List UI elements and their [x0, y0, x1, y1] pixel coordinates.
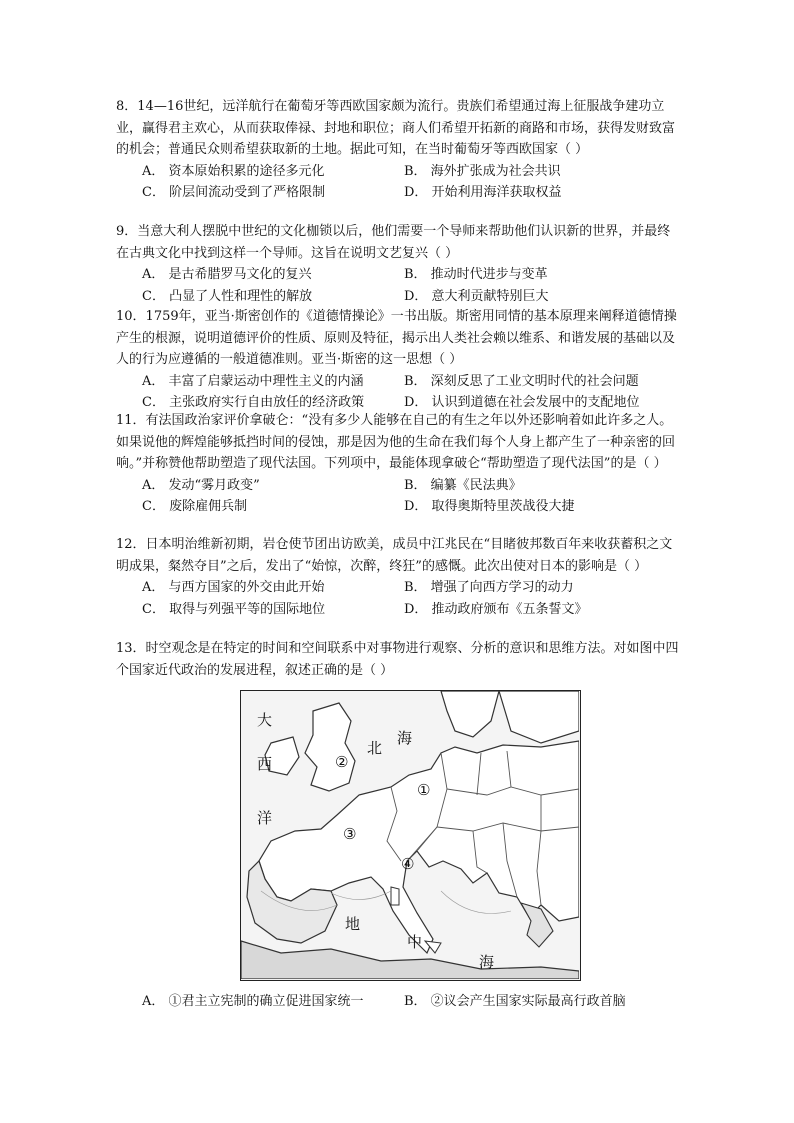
marker-1-germany: ① — [417, 781, 431, 799]
marker-3-france: ③ — [343, 825, 357, 843]
mediterranean-label-2: 中 — [407, 933, 423, 951]
option-a[interactable]: A． 资本原始积累的途径多元化 — [142, 163, 325, 179]
option-a[interactable]: A． 与西方国家的外交由此开始 — [142, 580, 325, 595]
option-b[interactable]: B． ②议会产生国家实际最高行政首脑 — [404, 994, 626, 1009]
option-b[interactable]: B． 深刻反思了工业文明时代的社会问题 — [404, 373, 639, 389]
option-c[interactable]: C． 废除雇佣兵制 — [142, 499, 248, 514]
option-b[interactable]: B． 编纂《民法典》 — [404, 477, 522, 493]
atlantic-label-1: 大 — [257, 711, 273, 729]
option-d[interactable]: D． 认识到道德在社会发展中的支配地位 — [404, 395, 640, 410]
option-b[interactable]: B． 推动时代进步与变革 — [404, 267, 548, 282]
question-8 — [116, 96, 682, 204]
question-10 — [116, 306, 682, 414]
marker-2-britain: ② — [335, 753, 349, 771]
atlantic-label-3: 洋 — [257, 809, 273, 827]
option-d[interactable]: D． 推动政府颁布《五条誓文》 — [404, 601, 588, 617]
question-8-options — [142, 161, 682, 204]
sardinia-island — [391, 887, 399, 905]
question-12-options — [142, 577, 682, 620]
north-sea-label-1: 北 — [367, 739, 383, 757]
question-9-options — [142, 264, 682, 307]
europe-map-drawing — [241, 691, 579, 979]
mediterranean-label-1: 地 — [345, 915, 361, 933]
question-13 — [116, 638, 682, 681]
option-a[interactable]: A． ①君主立宪制的确立促进国家统一 — [142, 994, 364, 1009]
question-12 — [116, 534, 682, 620]
question-11 — [116, 410, 682, 518]
question-8-stem: 8．14—16世纪，远洋航行在葡萄牙等西欧国家颇为流行。贵族们希望通过海上征服战争建功立业，赢得君主欢心，从而获取俸禄、封地和职位；商人们希望开拓新的商路和市场，获得发财致富的机会；普通民众则希望获取新的土地。据此可知，在当时葡萄牙等西欧国家（ ） — [116, 99, 676, 157]
option-c[interactable]: C． 凸显了人性和理性的解放 — [142, 288, 313, 304]
question-9-stem: 9．当意大利人摆脱中世纪的文化枷锁以后，他们需要一个导师来帮助他们认识新的世界，并最终在古典文化中找到这样一个导师。这旨在说明文艺复兴（ ） — [116, 224, 671, 261]
question-10-stem: 10．1759年，亚当·斯密创作的《道德情操论》一书出版。斯密用同情的基本原理来阐释道德情操产生的根源，说明道德评价的性质、原则及特征，揭示出人类社会赖以维系、和谐发展的基础以及人的行为应遵循的一般道德准则。亚当·斯密的这一思想（ ） — [116, 309, 677, 367]
option-d[interactable]: D． 开始利用海洋获取权益 — [404, 185, 562, 200]
north-sea-label-2: 海 — [397, 729, 413, 747]
option-a[interactable]: A． 丰富了启蒙运动中理性主义的内涵 — [142, 373, 364, 389]
option-a[interactable]: A． 发动“雾月政变” — [142, 477, 260, 493]
option-d[interactable]: D． 意大利贡献特别巨大 — [404, 288, 549, 304]
question-11-stem: 11．有法国政治家评价拿破仑：“没有多少人能够在自己的有生之年以外还影响着如此许多之人。如果说他的辉煌能够抵挡时间的侵蚀，那是因为他的生命在我们每个人身上都产生了一种亲密的回响。”并称赞他帮助塑造了现代法国。下列项中，最能体现拿破仑“帮助塑造了现代法国”的是（ ） — [116, 413, 676, 471]
question-12-stem: 12．日本明治维新初期，岩仓使节团出访欧美，成员中江兆民在“目睹彼邦数百年来收获蓄积之文明成果，粲然夺目”之后，发出了“始惊，次醉，终狂”的感慨。此次出使对日本的影响是（ ） — [116, 537, 673, 574]
question-9 — [116, 221, 682, 307]
option-c[interactable]: C． 主张政府实行自由放任的经济政策 — [142, 395, 365, 410]
question-13-stem: 13．时空观念是在特定的时间和空间联系中对事物进行观察、分析的意识和思维方法。对如图中四个国家近代政治的发展进程，叙述正确的是（ ） — [116, 641, 679, 678]
europe-map — [240, 690, 581, 981]
marker-4-italy: ④ — [401, 855, 415, 873]
question-13-options — [142, 990, 702, 1009]
option-a[interactable]: A． 是古希腊罗马文化的复兴 — [142, 267, 312, 282]
option-b[interactable]: B． 增强了向西方学习的动力 — [404, 580, 574, 595]
option-c[interactable]: C． 取得与列强平等的国际地位 — [142, 601, 326, 617]
question-10-options — [142, 371, 682, 414]
question-11-options — [142, 475, 682, 518]
option-c[interactable]: C． 阶层间流动受到了严格限制 — [142, 185, 326, 200]
option-b[interactable]: B． 海外扩张成为社会共识 — [404, 163, 561, 179]
mediterranean-label-3: 海 — [479, 953, 495, 971]
option-d[interactable]: D． 取得奥斯特里茨战役大捷 — [404, 499, 575, 514]
atlantic-label-2: 西 — [257, 755, 273, 773]
